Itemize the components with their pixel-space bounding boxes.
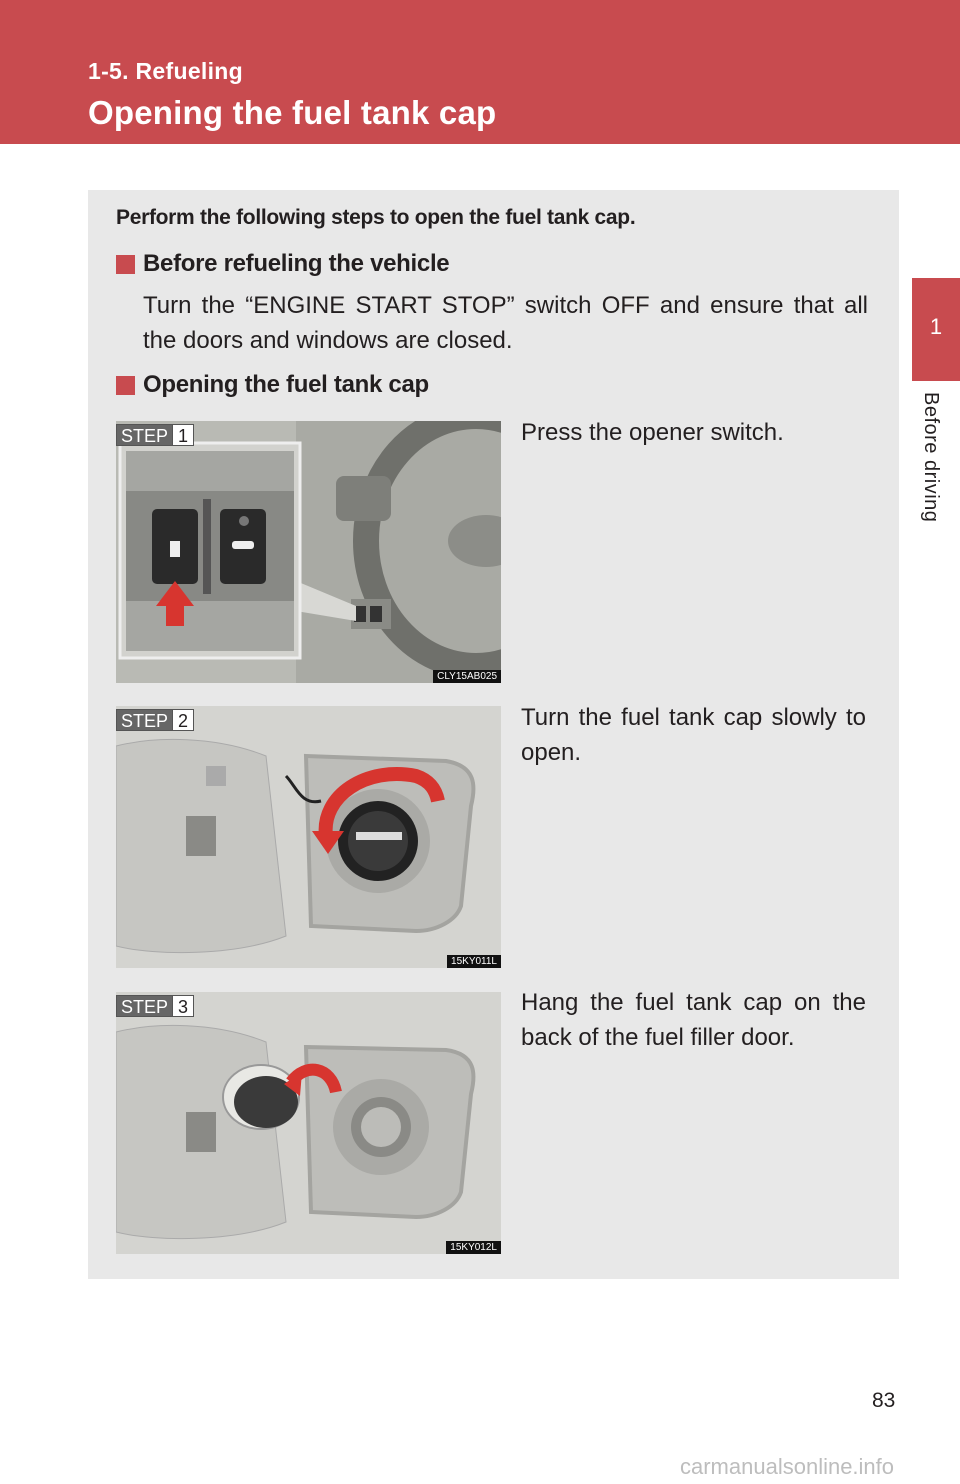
step-number: 3 xyxy=(172,996,193,1016)
step2-image xyxy=(116,706,501,968)
subheading-before-refueling xyxy=(116,250,449,278)
step-number: 1 xyxy=(172,425,193,445)
subheading-text: Opening the fuel tank cap xyxy=(143,371,429,398)
fuel-cap-hung-illustration xyxy=(116,992,501,1254)
content-panel xyxy=(88,190,899,1279)
image-code: 15KY012L xyxy=(446,1241,501,1254)
page-title: Opening the fuel tank cap xyxy=(88,94,497,131)
subheading-text: Before refueling the vehicle xyxy=(143,250,450,277)
chapter-tab[interactable] xyxy=(912,278,960,381)
step3-image xyxy=(116,992,501,1254)
fuel-cap-turning-illustration xyxy=(116,706,501,968)
step1-text: Press the opener switch. xyxy=(521,419,784,446)
intro-text: Perform the following steps to open the fuel tank cap. xyxy=(116,206,636,229)
step-badge xyxy=(116,709,194,731)
step-badge xyxy=(116,424,194,446)
step1-image xyxy=(116,421,501,683)
image-code: 15KY011L xyxy=(447,955,501,968)
step-word: STEP xyxy=(117,996,172,1016)
before-refueling-body: Turn the “ENGINE START STOP” switch OFF and ensure that all the doors and windows are closed. xyxy=(143,292,868,354)
step-badge xyxy=(116,995,194,1017)
chapter-label: Before driving xyxy=(920,392,942,523)
bullet-square-icon xyxy=(116,376,135,395)
step-word: STEP xyxy=(117,710,172,730)
image-code: CLY15AB025 xyxy=(433,670,501,683)
step3-text: Hang the fuel tank cap on the back of the fuel filler door. xyxy=(521,989,866,1051)
subheading-opening-cap xyxy=(116,371,429,399)
page-number: 83 xyxy=(872,1389,896,1412)
step-number: 2 xyxy=(172,710,193,730)
header-bar xyxy=(0,0,960,144)
watermark[interactable]: carmanualsonline.info xyxy=(680,1454,895,1479)
bullet-square-icon xyxy=(116,255,135,274)
step-word: STEP xyxy=(117,425,172,445)
chapter-number: 1 xyxy=(929,314,943,339)
step2-text: Turn the fuel tank cap slowly to open. xyxy=(521,704,866,766)
dashboard-switch-illustration xyxy=(116,421,501,683)
section-label: 1-5. Refueling xyxy=(88,58,244,84)
